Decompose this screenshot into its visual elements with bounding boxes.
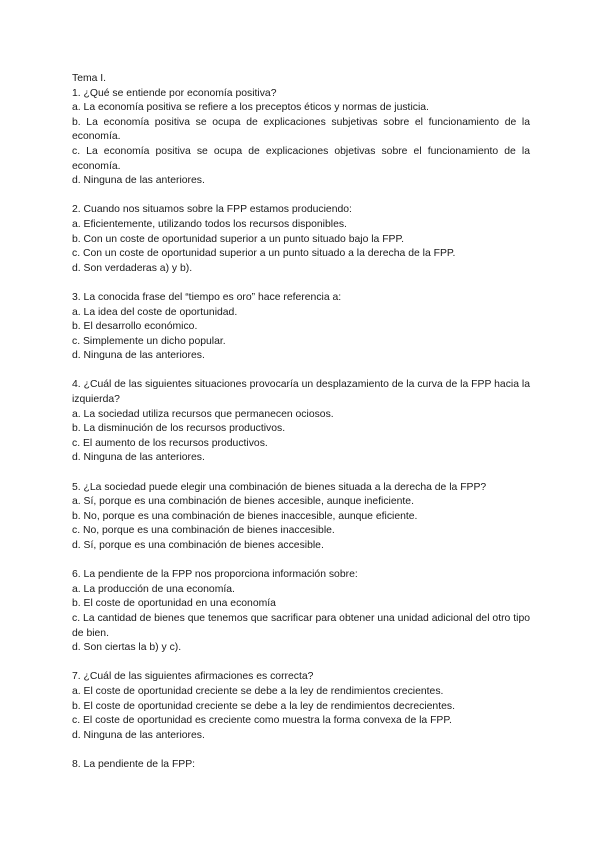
question-text: 5. ¿La sociedad puede elegir una combinación de bienes situada a la derecha de la FPP? xyxy=(72,481,487,493)
option-a: a. Eficientemente, utilizando todos los recursos disponibles. xyxy=(72,218,347,230)
option-b: b. El coste de oportunidad en una economía xyxy=(72,598,276,610)
option-a: a. Sí, porque es una combinación de bienes accesible, aunque ineficiente. xyxy=(72,496,414,508)
question-text: 2. Cuando nos situamos sobre la FPP estamos produciendo: xyxy=(72,204,352,216)
option-c: c. Simplemente un dicho popular. xyxy=(72,335,226,347)
question-text: 7. ¿Cuál de las siguientes afirmaciones es correcta? xyxy=(72,671,314,683)
question-text: 4. ¿Cuál de las siguientes situaciones provocaría un desplazamiento de la curva de la FPP hacia la izquierda? xyxy=(72,379,530,406)
question-5 xyxy=(72,481,530,554)
option-b: b. El desarrollo económico. xyxy=(72,321,198,333)
question-text: 1. ¿Qué se entiende por economía positiva? xyxy=(72,87,277,99)
option-d: d. Ninguna de las anteriores. xyxy=(72,729,205,741)
option-d: d. Ninguna de las anteriores. xyxy=(72,175,205,187)
option-b: b. La disminución de los recursos productivos. xyxy=(72,423,286,435)
option-a: a. La sociedad utiliza recursos que permanecen ociosos. xyxy=(72,408,334,420)
question-text: 6. La pendiente de la FPP nos proporciona información sobre: xyxy=(72,569,358,581)
option-b: b. El coste de oportunidad creciente se debe a la ley de rendimientos decrecientes. xyxy=(72,700,455,712)
option-b: b. No, porque es una combinación de bienes inaccesible, aunque eficiente. xyxy=(72,510,418,522)
question-6 xyxy=(72,568,530,656)
option-c: c. El coste de oportunidad es creciente como muestra la forma convexa de la FPP. xyxy=(72,715,452,727)
option-d: d. Son verdaderas a) y b). xyxy=(72,262,193,274)
document-page xyxy=(72,72,530,787)
option-c: c. El aumento de los recursos productivos. xyxy=(72,437,268,449)
option-a: a. La idea del coste de oportunidad. xyxy=(72,306,238,318)
question-text: 3. La conocida frase del “tiempo es oro” hace referencia a: xyxy=(72,291,342,303)
question-2 xyxy=(72,203,530,276)
option-a: a. La producción de una economía. xyxy=(72,583,235,595)
option-d: d. Ninguna de las anteriores. xyxy=(72,452,205,464)
option-c: c. No, porque es una combinación de bienes inaccesible. xyxy=(72,525,335,537)
option-d: d. Sí, porque es una combinación de bienes accesible. xyxy=(72,540,324,551)
option-d: d. Ninguna de las anteriores. xyxy=(72,350,205,362)
option-d: d. Son ciertas la b) y c). xyxy=(72,642,182,654)
option-b: b. Con un coste de oportunidad superior a un punto situado bajo la FPP. xyxy=(72,233,404,245)
option-c: c. Con un coste de oportunidad superior a un punto situado a la derecha de la FPP. xyxy=(72,248,456,260)
question-3 xyxy=(72,291,530,364)
question-8 xyxy=(72,758,530,773)
question-1 xyxy=(72,87,530,189)
option-b: b. La economía positiva se ocupa de explicaciones subjetivas sobre el funcionamiento de la economía. xyxy=(72,116,530,143)
option-a: a. La economía positiva se refiere a los preceptos éticos y normas de justicia. xyxy=(72,102,429,114)
topic-title: Tema I. xyxy=(72,73,107,84)
question-7 xyxy=(72,670,530,743)
option-c: c. La cantidad de bienes que tenemos que sacrificar para obtener una unidad adicional del otro tipo de bien. xyxy=(72,612,530,639)
question-text: 8. La pendiente de la FPP: xyxy=(72,758,196,770)
option-a: a. El coste de oportunidad creciente se debe a la ley de rendimientos crecientes. xyxy=(72,685,444,697)
option-c: c. La economía positiva se ocupa de explicaciones objetivas sobre el funcionamiento de la economía. xyxy=(72,145,530,172)
question-4 xyxy=(72,378,530,466)
